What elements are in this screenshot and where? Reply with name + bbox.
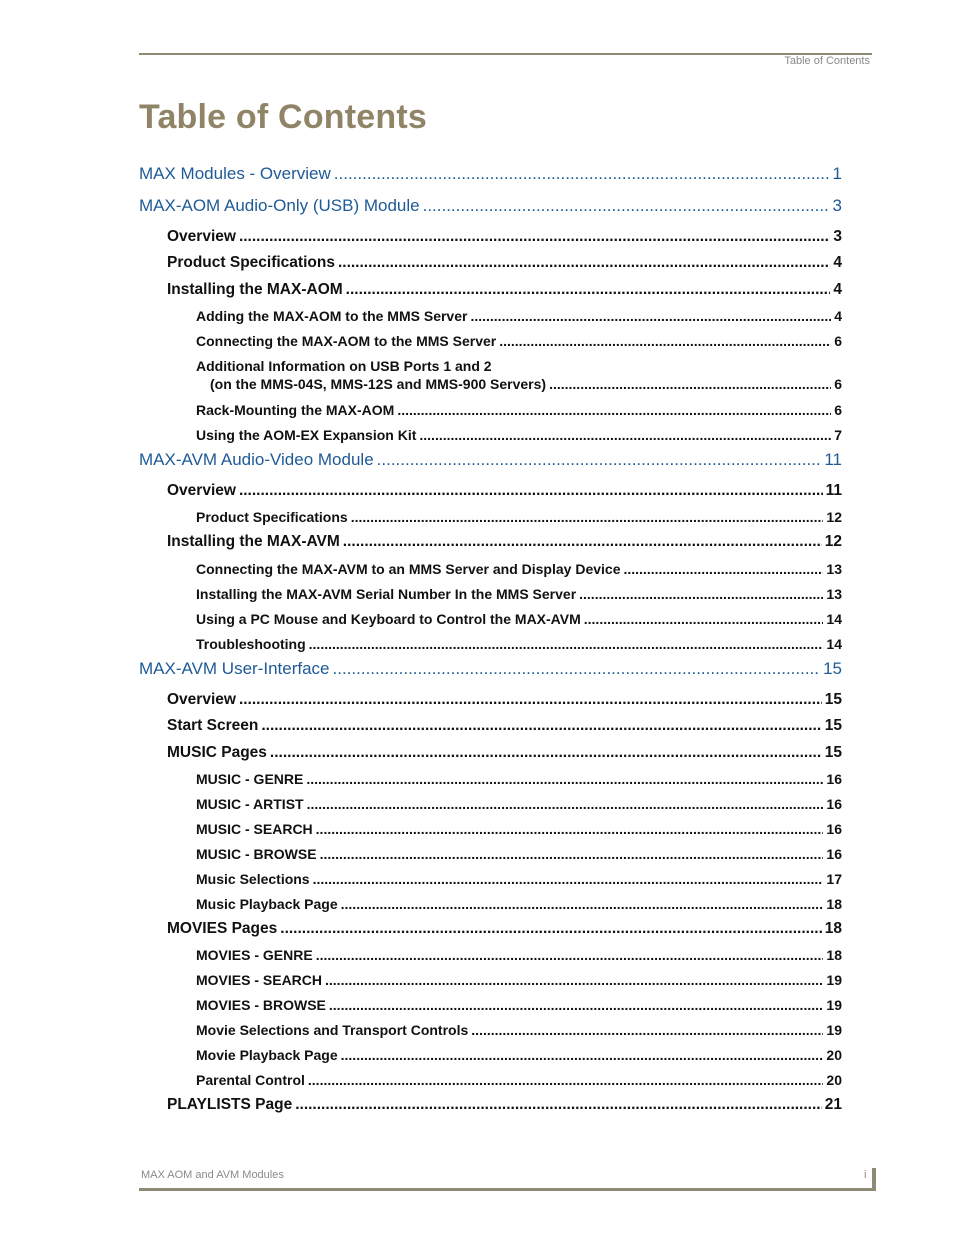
toc-label: Overview (167, 482, 236, 499)
toc-page: 3 (832, 196, 842, 215)
toc-page: 18 (826, 947, 842, 963)
toc-page: 19 (826, 997, 842, 1013)
toc-label: MAX-AOM Audio-Only (USB) Module (139, 196, 420, 215)
toc-page: 18 (826, 896, 842, 912)
toc-page: 7 (834, 427, 842, 443)
dot-leader (261, 717, 821, 735)
toc-entry-music-selections[interactable] (196, 871, 842, 891)
toc-entry-installing-max-aom[interactable] (167, 281, 842, 303)
footer-page-number: i (864, 1169, 867, 1181)
toc-page: 15 (824, 717, 842, 734)
dot-leader (579, 586, 823, 602)
toc-label: MUSIC - BROWSE (196, 846, 317, 862)
toc-label: Parental Control (196, 1072, 305, 1088)
toc-entry-max-aom-module[interactable] (139, 196, 842, 220)
toc-label: MOVIES - BROWSE (196, 997, 326, 1013)
header-rule (139, 53, 872, 55)
toc-entry-playlists-page[interactable] (167, 1096, 842, 1118)
toc-page: 14 (826, 611, 842, 627)
running-header: Table of Contents (784, 55, 870, 67)
toc-label: MOVIES Pages (167, 920, 278, 937)
toc-entry-movies-browse[interactable] (196, 997, 842, 1017)
toc-label: MUSIC - GENRE (196, 771, 304, 787)
toc-entry-troubleshooting[interactable] (196, 636, 842, 656)
toc-label: MAX Modules - Overview (139, 164, 331, 183)
toc-label: Using the AOM-EX Expansion Kit (196, 427, 417, 443)
dot-leader (471, 1022, 823, 1038)
dot-leader (343, 533, 822, 551)
toc-entry-rack-mounting-max-aom[interactable] (196, 402, 842, 422)
toc-entry-max-avm-user-interface[interactable] (139, 659, 842, 683)
toc-entry-connecting-max-aom[interactable] (196, 333, 842, 353)
dot-leader (316, 947, 824, 963)
dot-leader (341, 896, 824, 912)
toc-entry-aom-product-specifications[interactable] (167, 254, 842, 276)
dot-leader (239, 691, 822, 709)
toc-label: Connecting the MAX-AVM to an MMS Server and Display Device (196, 561, 621, 577)
toc-page: 6 (834, 376, 842, 392)
toc-entry-usb-ports-info[interactable] (196, 358, 842, 392)
dot-leader (270, 744, 822, 762)
toc-page: 6 (834, 333, 842, 349)
toc-label: Installing the MAX-AOM (167, 281, 343, 298)
footer-rule (139, 1188, 876, 1191)
dot-leader (397, 402, 831, 418)
toc-entry-music-genre[interactable] (196, 771, 842, 791)
toc-entry-movies-genre[interactable] (196, 947, 842, 967)
toc-page: 13 (826, 586, 842, 602)
dot-leader (329, 997, 824, 1013)
dot-leader (309, 636, 824, 652)
toc-entry-movies-pages[interactable] (167, 920, 842, 942)
toc-page: 11 (824, 450, 842, 469)
toc-entry-max-avm-module[interactable] (139, 450, 842, 474)
toc-label: MUSIC Pages (167, 744, 267, 761)
toc-page: 19 (826, 972, 842, 988)
toc-label: Music Playback Page (196, 896, 338, 912)
dot-leader (346, 281, 831, 299)
toc-page: 16 (826, 796, 842, 812)
toc-entry-aom-overview[interactable] (167, 228, 842, 250)
toc-entry-aom-ex-expansion-kit[interactable] (196, 427, 842, 447)
toc-label: Start Screen (167, 717, 259, 734)
toc-label: Rack-Mounting the MAX-AOM (196, 402, 395, 418)
toc-label: MUSIC - SEARCH (196, 821, 313, 837)
toc-label-continuation-row (196, 376, 842, 392)
toc-entry-avm-serial-number[interactable] (196, 586, 842, 606)
toc-page: 4 (833, 254, 842, 271)
dot-leader (325, 972, 823, 988)
toc-page: 16 (826, 771, 842, 787)
dot-leader (334, 164, 830, 184)
toc-page: 3 (833, 228, 842, 245)
dot-leader (419, 427, 831, 443)
toc-page: 14 (826, 636, 842, 652)
toc-entry-music-search[interactable] (196, 821, 842, 841)
toc-entry-pc-mouse-keyboard[interactable] (196, 611, 842, 631)
page-title: Table of Contents (139, 98, 427, 136)
toc-entry-music-pages[interactable] (167, 744, 842, 766)
dot-leader (499, 333, 831, 349)
toc-page: 21 (824, 1096, 842, 1113)
toc-label: Movie Playback Page (196, 1047, 338, 1063)
toc-entry-movie-playback-page[interactable] (196, 1047, 842, 1067)
toc-page: 11 (825, 482, 842, 499)
toc-entry-music-browse[interactable] (196, 846, 842, 866)
dot-leader (549, 376, 831, 392)
toc-page: 15 (824, 744, 842, 761)
toc-page: 4 (834, 308, 842, 324)
dot-leader (320, 846, 824, 862)
toc-label: MAX-AVM User-Interface (139, 659, 330, 678)
dot-leader (307, 796, 824, 812)
toc-label: Installing the MAX-AVM Serial Number In the MMS Server (196, 586, 577, 602)
toc-page: 6 (834, 402, 842, 418)
dot-leader (470, 308, 831, 324)
toc-label: Overview (167, 691, 236, 708)
toc-label: MOVIES - GENRE (196, 947, 313, 963)
toc-label: Product Specifications (196, 509, 348, 525)
toc-label: Additional Information on USB Ports 1 and 2 (196, 358, 492, 374)
dot-leader (316, 821, 824, 837)
toc-page: 20 (826, 1047, 842, 1063)
dot-leader (239, 482, 823, 500)
dot-leader (306, 771, 823, 787)
toc-page: 4 (833, 281, 842, 298)
toc-entry-parental-control[interactable] (196, 1072, 842, 1092)
toc-entry-movie-selections[interactable] (196, 1022, 842, 1042)
dot-leader (313, 871, 824, 887)
toc-page: 16 (826, 821, 842, 837)
toc-entry-music-playback-page[interactable] (196, 896, 842, 916)
toc-label: PLAYLISTS Page (167, 1096, 293, 1113)
toc-label: Troubleshooting (196, 636, 306, 652)
toc-label: MOVIES - SEARCH (196, 972, 323, 988)
toc-entry-avm-product-specifications[interactable] (196, 509, 842, 529)
toc-page: 15 (824, 691, 842, 708)
toc-page: 15 (823, 659, 842, 678)
toc-label: Music Selections (196, 871, 310, 887)
dot-leader (623, 561, 823, 577)
toc-page: 16 (826, 846, 842, 862)
toc-entry-max-modules-overview[interactable] (139, 164, 842, 188)
toc-label: Using a PC Mouse and Keyboard to Control the MAX-AVM (196, 611, 581, 627)
toc-label: Product Specifications (167, 254, 335, 271)
toc-label: Adding the MAX-AOM to the MMS Server (196, 308, 468, 324)
dot-leader (341, 1047, 824, 1063)
dot-leader (351, 509, 824, 525)
toc-entry-connecting-max-avm[interactable] (196, 561, 842, 581)
toc-page: 12 (826, 509, 842, 525)
toc-entry-installing-max-avm[interactable] (167, 533, 842, 555)
dot-leader (584, 611, 824, 627)
toc-entry-avm-overview[interactable] (167, 482, 842, 504)
toc-entry-ui-overview[interactable] (167, 691, 842, 713)
dot-leader (423, 196, 830, 216)
toc-page: 1 (832, 164, 842, 183)
toc-page: 19 (826, 1022, 842, 1038)
toc-label: Movie Selections and Transport Controls (196, 1022, 469, 1038)
dot-leader (239, 228, 830, 246)
toc-page: 12 (824, 533, 842, 550)
dot-leader (295, 1096, 822, 1114)
toc-page: 20 (826, 1072, 842, 1088)
toc-entry-adding-max-aom[interactable] (196, 308, 842, 328)
toc-label: Installing the MAX-AVM (167, 533, 340, 550)
toc-entry-movies-search[interactable] (196, 972, 842, 992)
toc-entry-start-screen[interactable] (167, 717, 842, 739)
toc-entry-music-artist[interactable] (196, 796, 842, 816)
toc-label-continuation: (on the MMS-04S, MMS-12S and MMS-900 Servers) (210, 376, 547, 392)
dot-leader (338, 254, 830, 272)
toc-page: 18 (824, 920, 842, 937)
footer-doc-title: MAX AOM and AVM Modules (141, 1169, 284, 1181)
toc-page: 17 (826, 871, 842, 887)
dot-leader (280, 920, 821, 938)
toc-label: MUSIC - ARTIST (196, 796, 304, 812)
toc-page: 13 (826, 561, 842, 577)
toc-label: Overview (167, 228, 236, 245)
dot-leader (333, 659, 821, 679)
dot-leader (308, 1072, 824, 1088)
toc-label: MAX-AVM Audio-Video Module (139, 450, 374, 469)
toc-label: Connecting the MAX-AOM to the MMS Server (196, 333, 497, 349)
dot-leader (377, 450, 822, 470)
